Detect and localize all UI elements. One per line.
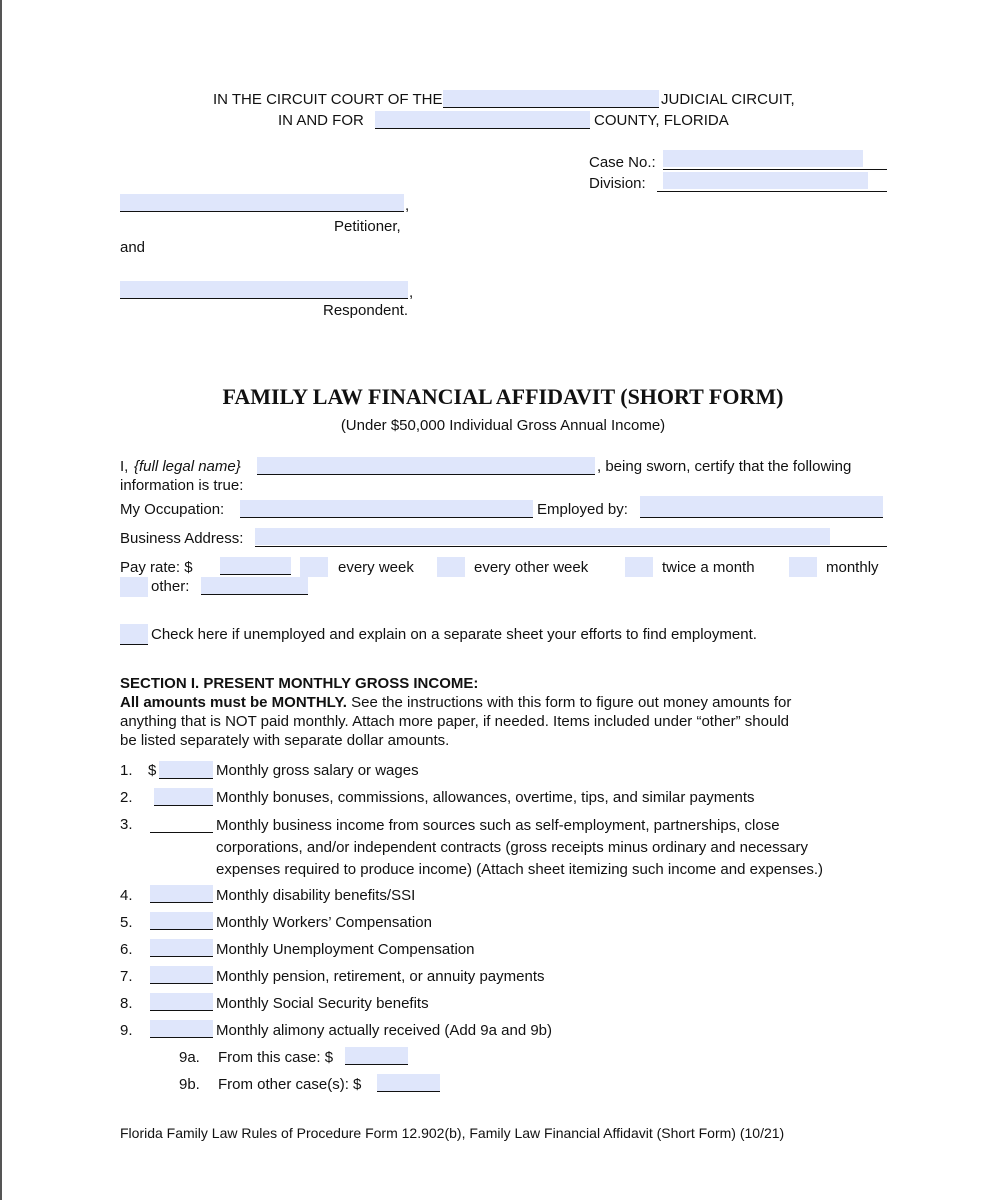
- other-pay-checkbox[interactable]: [120, 577, 148, 597]
- item-6-label: Monthly Unemployment Compensation: [216, 941, 475, 958]
- case-no-label: Case No.:: [589, 154, 656, 171]
- form-footer: Florida Family Law Rules of Procedure Form 12.902(b), Family Law Financial Affidavit (Short Form) (10/21): [120, 1125, 785, 1141]
- i-prefix: I,: [120, 458, 129, 475]
- page-left-border: [0, 0, 2, 1200]
- twice-a-month-label: twice a month: [662, 559, 755, 576]
- item-6-number: 6.: [120, 941, 133, 958]
- business-address-field[interactable]: [255, 528, 830, 545]
- item-5-label: Monthly Workers’ Compensation: [216, 914, 432, 931]
- item-5-number: 5.: [120, 914, 133, 931]
- item-9-amount-field[interactable]: [150, 1020, 213, 1038]
- item-9a-amount-field[interactable]: [345, 1047, 408, 1065]
- item-3-label-line3: expenses required to produce income) (Attach sheet itemizing such income and expenses.): [216, 861, 823, 878]
- county-field[interactable]: [375, 111, 590, 129]
- full-legal-name-field[interactable]: [257, 457, 595, 475]
- item-4-label: Monthly disability benefits/SSI: [216, 887, 416, 904]
- item-5-amount-field[interactable]: [150, 912, 213, 930]
- every-other-week-checkbox[interactable]: [437, 557, 465, 577]
- county-florida-label: COUNTY, FLORIDA: [594, 112, 729, 129]
- every-other-week-label: every other week: [474, 559, 589, 576]
- full-legal-name-hint: {full legal name}: [134, 458, 241, 475]
- info-true-text: information is true:: [120, 477, 244, 494]
- item-9-label: Monthly alimony actually received (Add 9a and 9b): [216, 1022, 553, 1039]
- item-4-amount-field[interactable]: [150, 885, 213, 903]
- item-9b-amount-field[interactable]: [377, 1074, 440, 1092]
- respondent-comma: ,: [409, 284, 414, 301]
- instructions-line1: See the instructions with this form to figure out money amounts for: [346, 694, 792, 711]
- item-1-number: 1.: [120, 762, 133, 779]
- item-3-label: [216, 815, 823, 881]
- item-2-amount-field[interactable]: [154, 788, 213, 806]
- item-8-number: 8.: [120, 995, 133, 1012]
- employer-field[interactable]: [640, 496, 883, 518]
- item-8-amount-field[interactable]: [150, 993, 213, 1011]
- item-9-number: 9.: [120, 1022, 133, 1039]
- item-1-label: Monthly gross salary or wages: [216, 762, 419, 779]
- twice-a-month-checkbox[interactable]: [625, 557, 653, 577]
- item-2-label: Monthly bonuses, commissions, allowances, overtime, tips, and similar payments: [216, 789, 755, 806]
- petitioner-name-field[interactable]: [120, 194, 404, 212]
- monthly-checkbox[interactable]: [789, 557, 817, 577]
- occupation-field[interactable]: [240, 500, 533, 518]
- item-8-label: Monthly Social Security benefits: [216, 995, 429, 1012]
- section-i-heading: SECTION I. PRESENT MONTHLY GROSS INCOME:: [120, 675, 479, 692]
- form-title: FAMILY LAW FINANCIAL AFFIDAVIT (SHORT FORM): [222, 384, 784, 409]
- form-subtitle: (Under $50,000 Individual Gross Annual Income): [340, 417, 666, 434]
- item-1-amount-field[interactable]: [159, 761, 213, 779]
- division-field[interactable]: [663, 172, 868, 189]
- item-3-label-line2: corporations, and/or independent contracts (gross receipts minus ordinary and necessary: [216, 839, 808, 856]
- monthly-label: monthly: [826, 559, 879, 576]
- item-9b-label: From other case(s): $: [218, 1076, 362, 1093]
- pay-rate-field[interactable]: [220, 557, 291, 575]
- sworn-text: , being sworn, certify that the following: [597, 458, 852, 475]
- petitioner-label: Petitioner,: [334, 218, 401, 235]
- instructions-line2: anything that is NOT paid monthly. Attach more paper, if needed. Items included under “other” should: [120, 713, 789, 730]
- occupation-label: My Occupation:: [120, 501, 225, 518]
- every-week-checkbox[interactable]: [300, 557, 328, 577]
- item-9a-number: 9a.: [179, 1049, 200, 1066]
- unemployed-text: Check here if unemployed and explain on a separate sheet your efforts to find employment.: [151, 626, 757, 643]
- unemployed-checkbox[interactable]: [120, 624, 148, 645]
- other-pay-label: other:: [151, 578, 190, 595]
- item-2-number: 2.: [120, 789, 133, 806]
- item-7-number: 7.: [120, 968, 133, 985]
- item-9b-number: 9b.: [179, 1076, 200, 1093]
- judicial-circuit-label: JUDICIAL CIRCUIT,: [661, 91, 795, 108]
- pay-rate-label: Pay rate: $: [120, 559, 193, 576]
- respondent-name-field[interactable]: [120, 281, 408, 299]
- item-7-amount-field[interactable]: [150, 966, 213, 984]
- respondent-label: Respondent.: [323, 302, 409, 319]
- instructions-bold: All amounts must be MONTHLY.: [120, 694, 347, 711]
- every-week-label: every week: [338, 559, 414, 576]
- circuit-court-label: IN THE CIRCUIT COURT OF THE: [213, 91, 443, 108]
- case-no-field[interactable]: [663, 150, 863, 167]
- item-3-amount-underline[interactable]: [150, 815, 213, 833]
- division-label: Division:: [589, 175, 646, 192]
- employed-by-label: Employed by:: [537, 501, 628, 518]
- section-i-instructions: [120, 693, 900, 750]
- and-label: and: [120, 239, 146, 256]
- item-3-label-line1: Monthly business income from sources such as self-employment, partnerships, close: [216, 817, 780, 834]
- other-pay-field[interactable]: [201, 577, 308, 595]
- item-1-dollar: $: [148, 762, 157, 779]
- item-9a-label: From this case: $: [218, 1049, 334, 1066]
- item-6-amount-field[interactable]: [150, 939, 213, 957]
- instructions-line3: be listed separately with separate dollar amounts.: [120, 732, 450, 749]
- business-address-label: Business Address:: [120, 530, 244, 547]
- in-and-for-label: IN AND FOR: [278, 112, 364, 129]
- item-4-number: 4.: [120, 887, 133, 904]
- judicial-circuit-field[interactable]: [443, 90, 659, 108]
- item-7-label: Monthly pension, retirement, or annuity payments: [216, 968, 545, 985]
- petitioner-comma: ,: [405, 197, 410, 214]
- item-3-number: 3.: [120, 816, 133, 833]
